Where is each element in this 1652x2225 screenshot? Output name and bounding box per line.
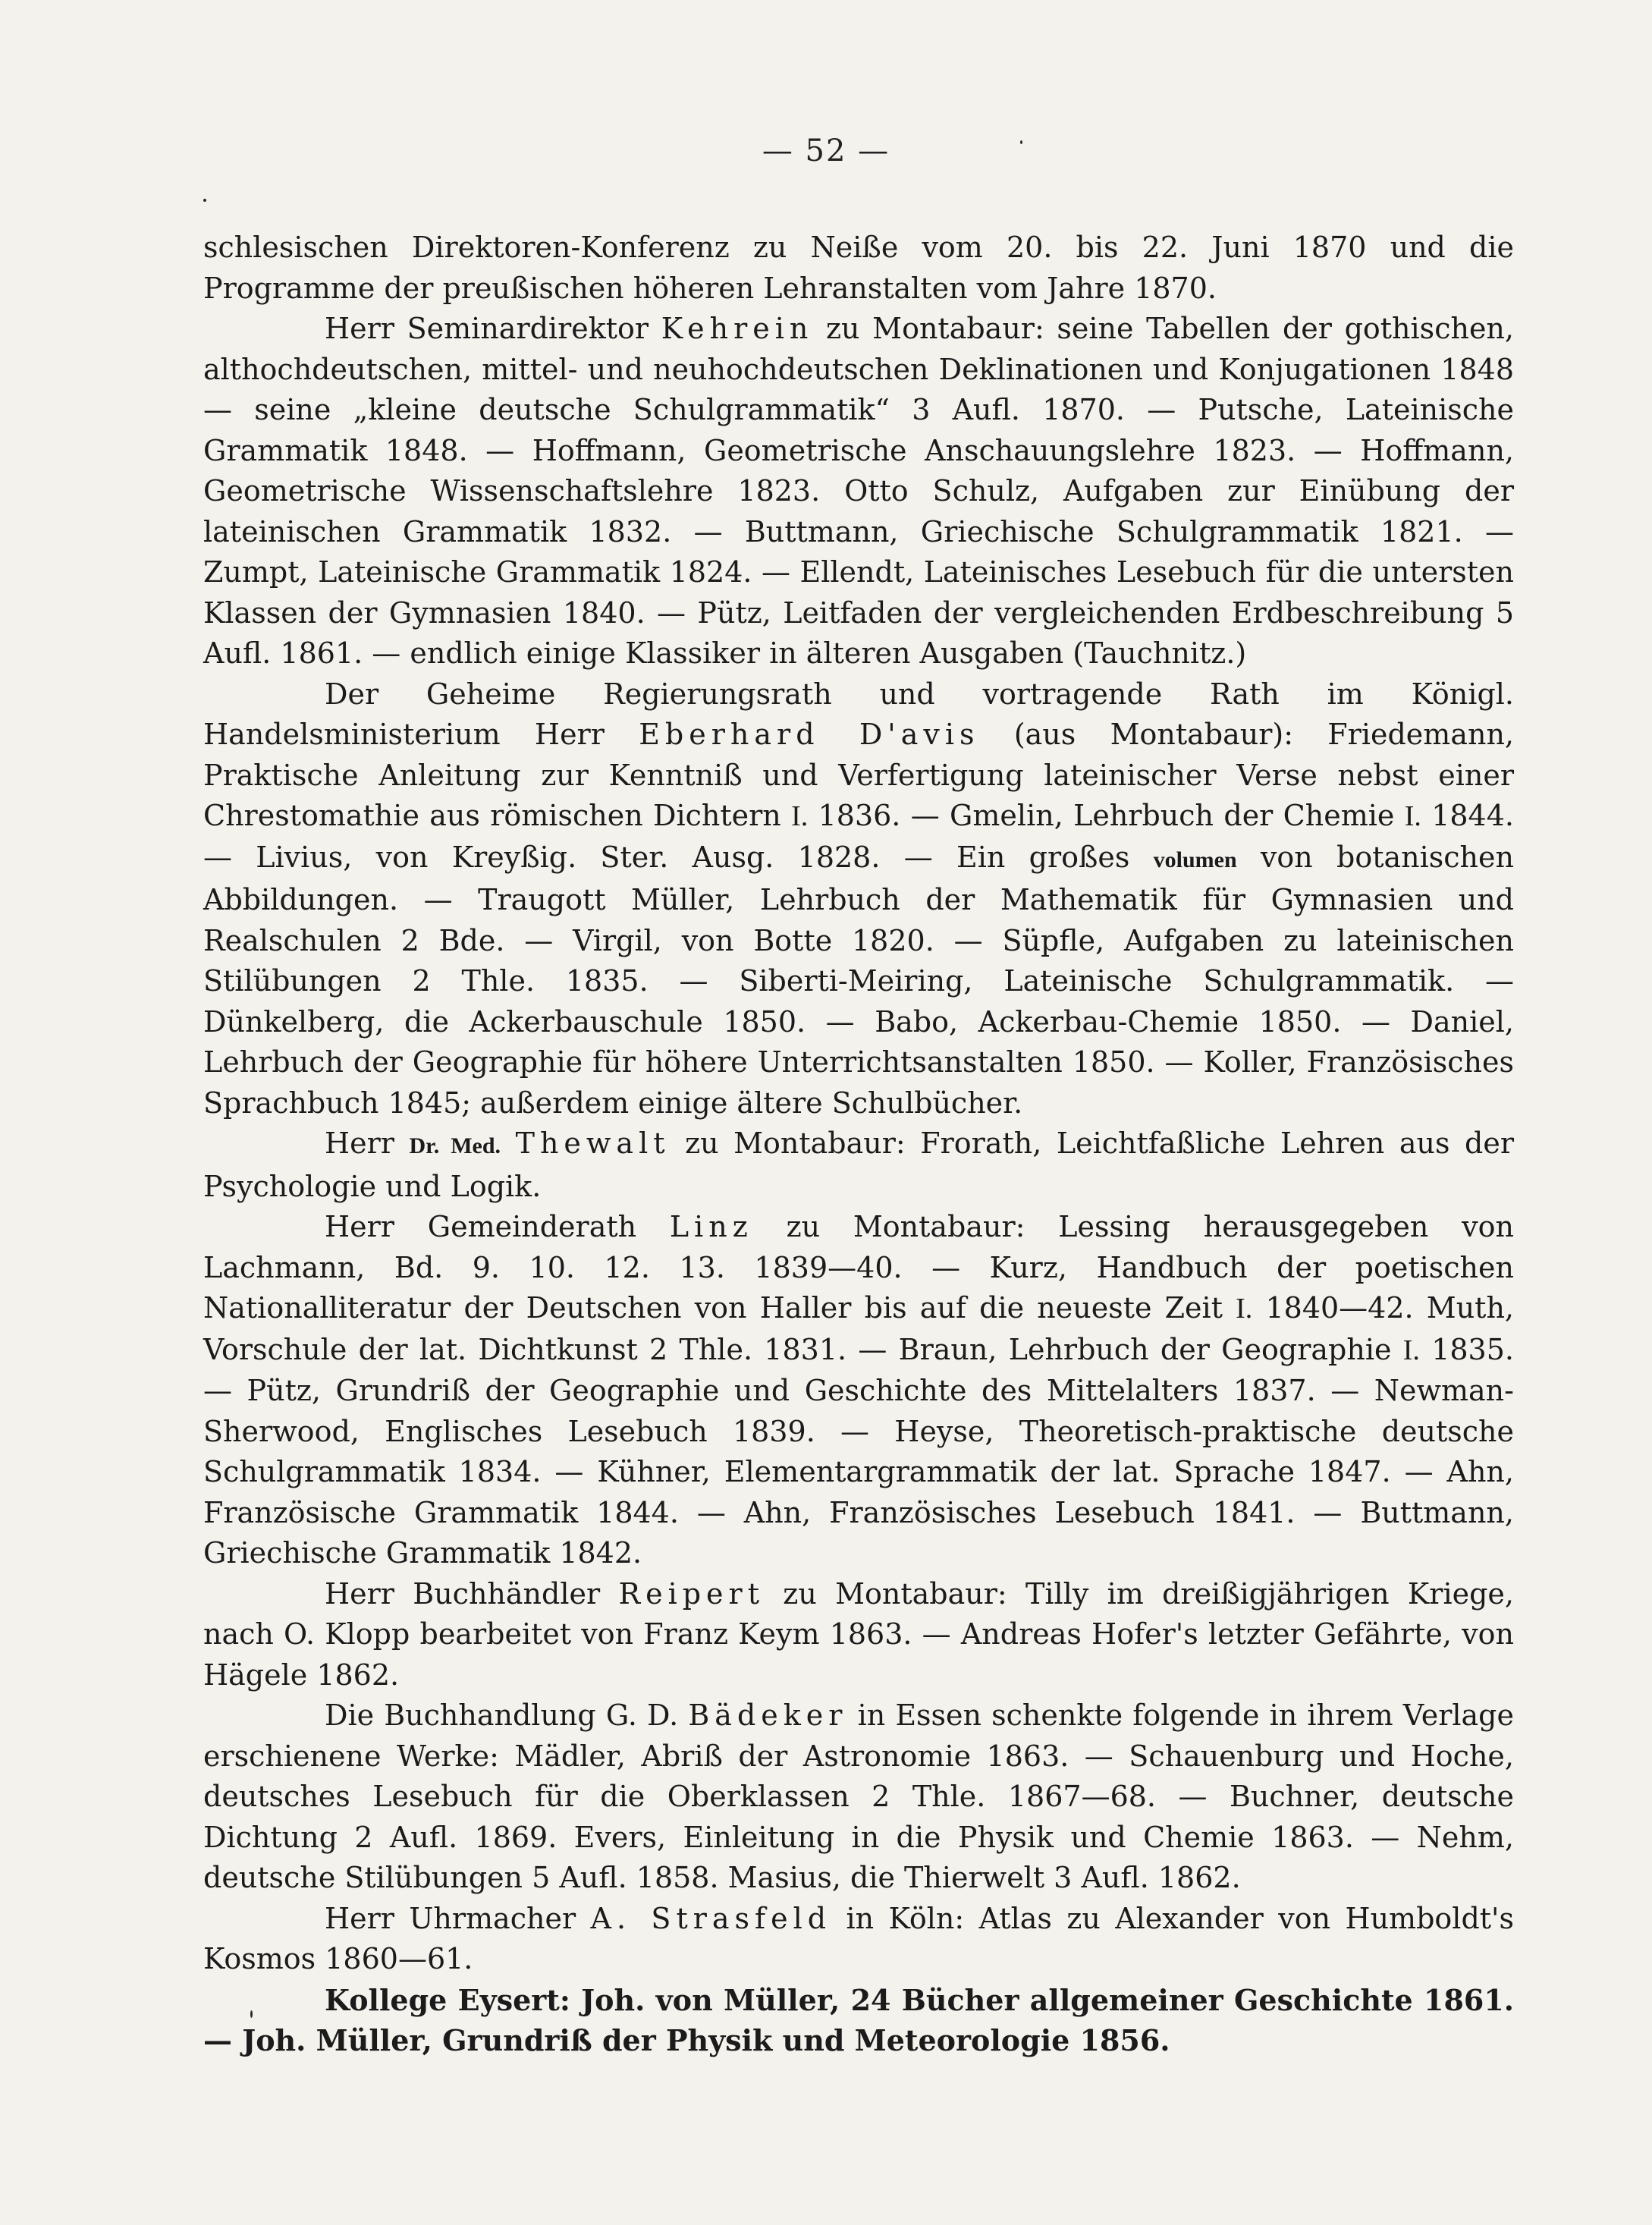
- text-run: in Köln: Atlas zu Alexander von Humboldt's Kosmos 1860—61.: [203, 1901, 1514, 1975]
- donor-name: Bädeker: [688, 1699, 848, 1732]
- text-run: Herr Uhrmacher: [325, 1901, 591, 1935]
- text-run: 1840—42. Muth, Vorschule der lat. Dichtkunst 2 Thle. 1831. — Braun, Lehrbuch der Geographie: [203, 1291, 1514, 1366]
- text-run: zu Montabaur: seine Tabellen der gothischen, althochdeutschen, mittel- und neuhochdeutschen Deklinationen und Konjugationen 1848 — seine „kleine deutsche Schulgrammatik“ 3 Aufl. 1870. — Putsche, Lateinische Grammatik 1848. — Hoffmann, Geometrische Anschauungslehre 1823. — Hoffmann, Geometrische Wissenschaftslehre 1823. Otto Schulz, Aufgaben zur Einübung der lateinischen Grammatik 1832. — Buttmann, Griechische Schulgrammatik 1821. — Zumpt, Lateinische Grammatik 1824. — Ellendt, Lateinisches Lesebuch für die untersten Klassen der Gymnasien 1840. — Pütz, Leitfaden der vergleichenden Erdbeschreibung 5 Aufl. 1861. — endlich einige Klassiker in älteren Ausgaben (Tauchnitz.): [203, 312, 1514, 670]
- volume-number: I.: [791, 800, 809, 832]
- text-run: zu Montabaur: Tilly im dreißigjährigen Kriege, nach O. Klopp bearbeitet von Franz Keym 1863. — Andreas Hofer's letzter Gefährte, von Hägele 1862.: [203, 1576, 1514, 1692]
- paragraph-eysert: [203, 1980, 1514, 2061]
- text-run: zu Montabaur: Lessing herausgegeben von Lachmann, Bd. 9. 10. 12. 13. 1839—40. — Kurz, Handbuch der poetischen Nationalliteratur der Deutschen von Haller bis auf die neueste Zeit: [203, 1210, 1514, 1325]
- body-text: [203, 228, 1514, 2061]
- text-run: in Essen schenkte folgende in ihrem Verlage erschienene Werke: Mädler, Abriß der Astronomie 1863. — Schauenburg und Hoche, deutsches Lesebuch für die Oberklassen 2 Thle. 1867—68. — Buchner, deutsche Dichtung 2 Aufl. 1869. Evers, Einleitung in die Physik und Chemie 1863. — Nehm, deutsche Stilübungen 5 Aufl. 1858. Masius, die Thierwelt 3 Aufl. 1862.: [203, 1699, 1514, 1894]
- text-run: Kollege Eysert: Joh. von Müller, 24 Bücher allgemeiner Geschichte 1861. — Joh. Müller, Grundriß der Physik und Meteorologie 1856.: [203, 1982, 1514, 2057]
- donor-name: A. Strasfeld: [590, 1901, 832, 1935]
- text-run: 1844. — Livius, von Kreyßig. Ster. Ausg. 1828. — Ein großes: [203, 799, 1514, 874]
- text-run: von botanischen Abbildungen. — Traugott Müller, Lehrbuch der Mathematik für Gymnasien und Realschulen 2 Bde. — Virgil, von Botte 1820. — Süpfle, Aufgaben zu lateinischen Stilübungen 2 Thle. 1835. — Siberti-Meiring, Lateinische Schulgrammatik. — Dünkelberg, die Ackerbauschule 1850. — Babo, Ackerbau-Chemie 1850. — Daniel, Lehrbuch der Geographie für höhere Unterrichtsanstalten 1850. — Koller, Französisches Sprachbuch 1845; außerdem einige ältere Schulbücher.: [203, 840, 1514, 1120]
- volume-number: I.: [1402, 1334, 1420, 1366]
- text-run: zu Montabaur: Frorath, Leichtfaßliche Lehren aus der Psychologie und Logik.: [203, 1127, 1514, 1203]
- paragraph-davis: [203, 674, 1514, 1124]
- text-run: Der Geheime Regierungsrath und vortragende Rath im Königl. Handelsministerium Herr: [203, 677, 1514, 751]
- volume-number: I.: [1404, 800, 1421, 832]
- paragraph-reipert: [203, 1574, 1514, 1696]
- paragraph-strasfeld: [203, 1899, 1514, 1980]
- text-run: 1835. — Pütz, Grundriß der Geographie und Geschichte des Mittelalters 1837. — Newman-Sherwood, Englisches Lesebuch 1839. — Heyse, Theoretisch-praktische deutsche Schulgrammatik 1834. — Kühner, Elementargrammatik der lat. Sprache 1847. — Ahn, Französische Grammatik 1844. — Ahn, Französisches Lesebuch 1841. — Buttmann, Griechische Grammatik 1842.: [203, 1332, 1514, 1570]
- donor-name: Eberhard D'avis: [639, 718, 980, 751]
- text-run: [501, 1127, 516, 1160]
- text-run: Herr Buchhändler: [325, 1576, 619, 1611]
- text-run: Die Buchhandlung G. D.: [325, 1699, 689, 1732]
- text-run: Herr: [325, 1127, 410, 1160]
- paragraph-continuation: [203, 228, 1514, 309]
- paragraph-linz: [203, 1207, 1514, 1574]
- text-run: schlesischen Direktoren-Konferenz zu Neiße vom 20. bis 22. Juni 1870 und die Programme der preußischen höheren Lehranstalten vom Jahre 1870.: [203, 231, 1514, 305]
- latin-word: volumen: [1153, 847, 1237, 872]
- text-run: Herr Seminardirektor: [325, 312, 661, 345]
- ink-speck: [203, 199, 206, 202]
- volume-number: I.: [1236, 1293, 1253, 1325]
- paragraph-thewalt: [203, 1123, 1514, 1207]
- page-number: — 52 —: [762, 134, 890, 168]
- donor-name: Reipert: [618, 1576, 765, 1611]
- title-abbreviation: Dr. Med.: [409, 1133, 501, 1158]
- text-run: Herr Gemeinderath: [325, 1210, 670, 1243]
- paragraph-baedeker: [203, 1695, 1514, 1899]
- donor-name: Linz: [669, 1210, 753, 1243]
- donor-name: Kehrein: [661, 312, 814, 345]
- paragraph-kehrein: [203, 309, 1514, 674]
- text-run: (aus Montabaur): Friedemann, Praktische Anleitung zur Kenntniß und Verfertigung lateinischer Verse nebst einer Chrestomathie aus römischen Dichtern: [203, 718, 1514, 832]
- text-run: 1836. — Gmelin, Lehrbuch der Chemie: [808, 799, 1405, 832]
- donor-name: Thewalt: [515, 1127, 671, 1160]
